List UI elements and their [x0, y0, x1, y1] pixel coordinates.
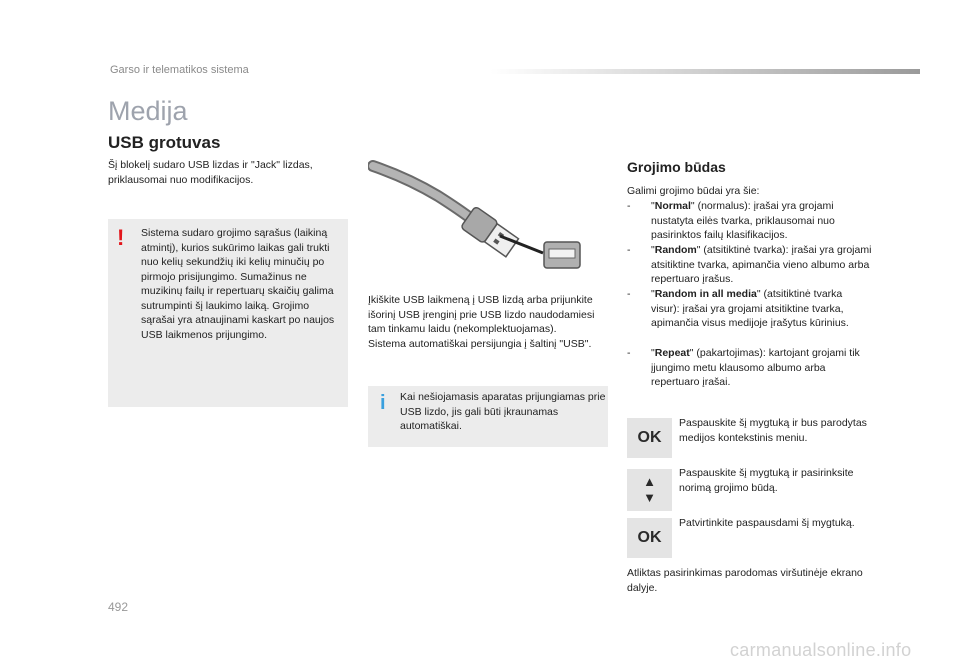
info-text: Kai nešiojamasis aparatas prijungiamas prie USB lizdo, jis gali būti įkraunamas automatiškai. — [400, 391, 606, 432]
plug-instructions — [368, 293, 613, 351]
list-dash: - — [627, 200, 631, 212]
mode-name: Random in all media — [654, 288, 757, 300]
warning-icon: ! — [117, 225, 125, 250]
intro-text: Šį blokelį sudaro USB lizdas ir "Jack" lizdas, priklausomai nuo modifikacijos. — [108, 159, 313, 186]
mode-desc: (atsitiktinė tvarka): įrašai yra grojami atsitiktine tvarka, apimančia vieno albumo arba repertuaro įrašus. — [651, 244, 872, 285]
ok-button-icon: OK — [627, 418, 672, 458]
mode-name: Normal — [654, 200, 691, 212]
ok-confirm-icon: OK — [627, 518, 672, 558]
mode-name: Repeat — [654, 347, 690, 359]
down-arrow-icon: ▼ — [643, 490, 656, 505]
section-header: Garso ir telematikos sistema — [110, 64, 249, 76]
list-dash: - — [627, 244, 631, 256]
selection-result-text: Atliktas pasirinkimas parodomas viršutinėje ekrano dalyje. — [627, 567, 863, 594]
warning-text: Sistema sudaro grojimo sąrašus (laikiną atmintį), kurios sukūrimo laikas gali trukti nuo kelių sekundžių iki kelių minučių po pirmojo prisijungimo. Sumažinus ne muzikinų failų ir repertuarų skaičių galima sutrumpinti šį laukimo laiką. Grojimo sąrašai yra atnaujinami kaskart po naujos USB laikmenos prijungimo. — [141, 227, 335, 341]
watermark: carmanualsonline.info — [730, 640, 912, 660]
mode-item-random-all: - "Random in all media" (atsitiktinė tvarka visur): įrašai yra grojami atsitiktine tvarka, apimančia visus medijoje įrašytus kūrinius. — [627, 288, 849, 329]
usb-plug-icon — [368, 158, 618, 278]
list-dash: - — [627, 288, 631, 300]
mode-name: Random — [654, 244, 697, 256]
mode-item-random: - "Random" (atsitiktinė tvarka): įrašai yra grojami atsitiktine tvarka, apimančia vieno albumo arba repertuaro įrašus. — [627, 244, 872, 285]
page-title: Medija — [108, 96, 188, 126]
up-down-arrows-icon — [627, 469, 672, 511]
list-dash: - — [627, 347, 631, 359]
playback-mode-intro: Galimi grojimo būdai yra šie: — [627, 185, 760, 197]
page-subtitle: USB grotuvas — [108, 133, 221, 152]
plug-instructions-line1: Įkiškite USB laikmeną į USB lizdą arba prijunkite išorinį USB įrenginį prie USB lizdo naudodamiesi tam tinkamu laidu (nekomplektuojamas). — [368, 294, 595, 335]
header-divider — [490, 69, 920, 74]
ok-context-menu-desc: Paspauskite šį mygtuką ir bus parodytas medijos kontekstinis meniu. — [679, 417, 867, 444]
plug-instructions-line2: Sistema automatiškai persijungia į šaltinį "USB". — [368, 337, 592, 350]
mode-item-repeat: - "Repeat" (pakartojimas): kartojant grojami tik įjungimo metu klausomo albumo arba repertuaro įrašai. — [627, 347, 860, 388]
ok-confirm-desc: Patvirtinkite paspausdami šį mygtuką. — [679, 517, 855, 529]
mode-item-normal: - "Normal" (normalus): įrašai yra grojami nustatyta eilės tvarka, priklausomai nuo pasirinktos failų klasifikacijos. — [627, 200, 835, 241]
page-number: 492 — [108, 600, 129, 614]
playback-mode-title: Grojimo būdas — [627, 159, 726, 175]
mode-desc: (atsitiktinė tvarka visur): įrašai yra grojami atsitiktine tvarka, apimančia visus medijoje įrašytus kūrinius. — [651, 288, 849, 329]
mode-desc: (normalus): įrašai yra grojami nustatyta eilės tvarka, priklausomai nuo pasirinktos failų klasifikacijos. — [651, 200, 835, 241]
up-arrow-icon: ▲ — [643, 474, 656, 489]
info-icon: i — [380, 392, 386, 414]
mode-desc: (pakartojimas): kartojant grojami tik įjungimo metu klausomo albumo arba repertuaro įrašai. — [651, 347, 860, 388]
arrows-select-desc: Paspauskite šį mygtuką ir pasirinksite norimą grojimo būdą. — [679, 467, 854, 494]
